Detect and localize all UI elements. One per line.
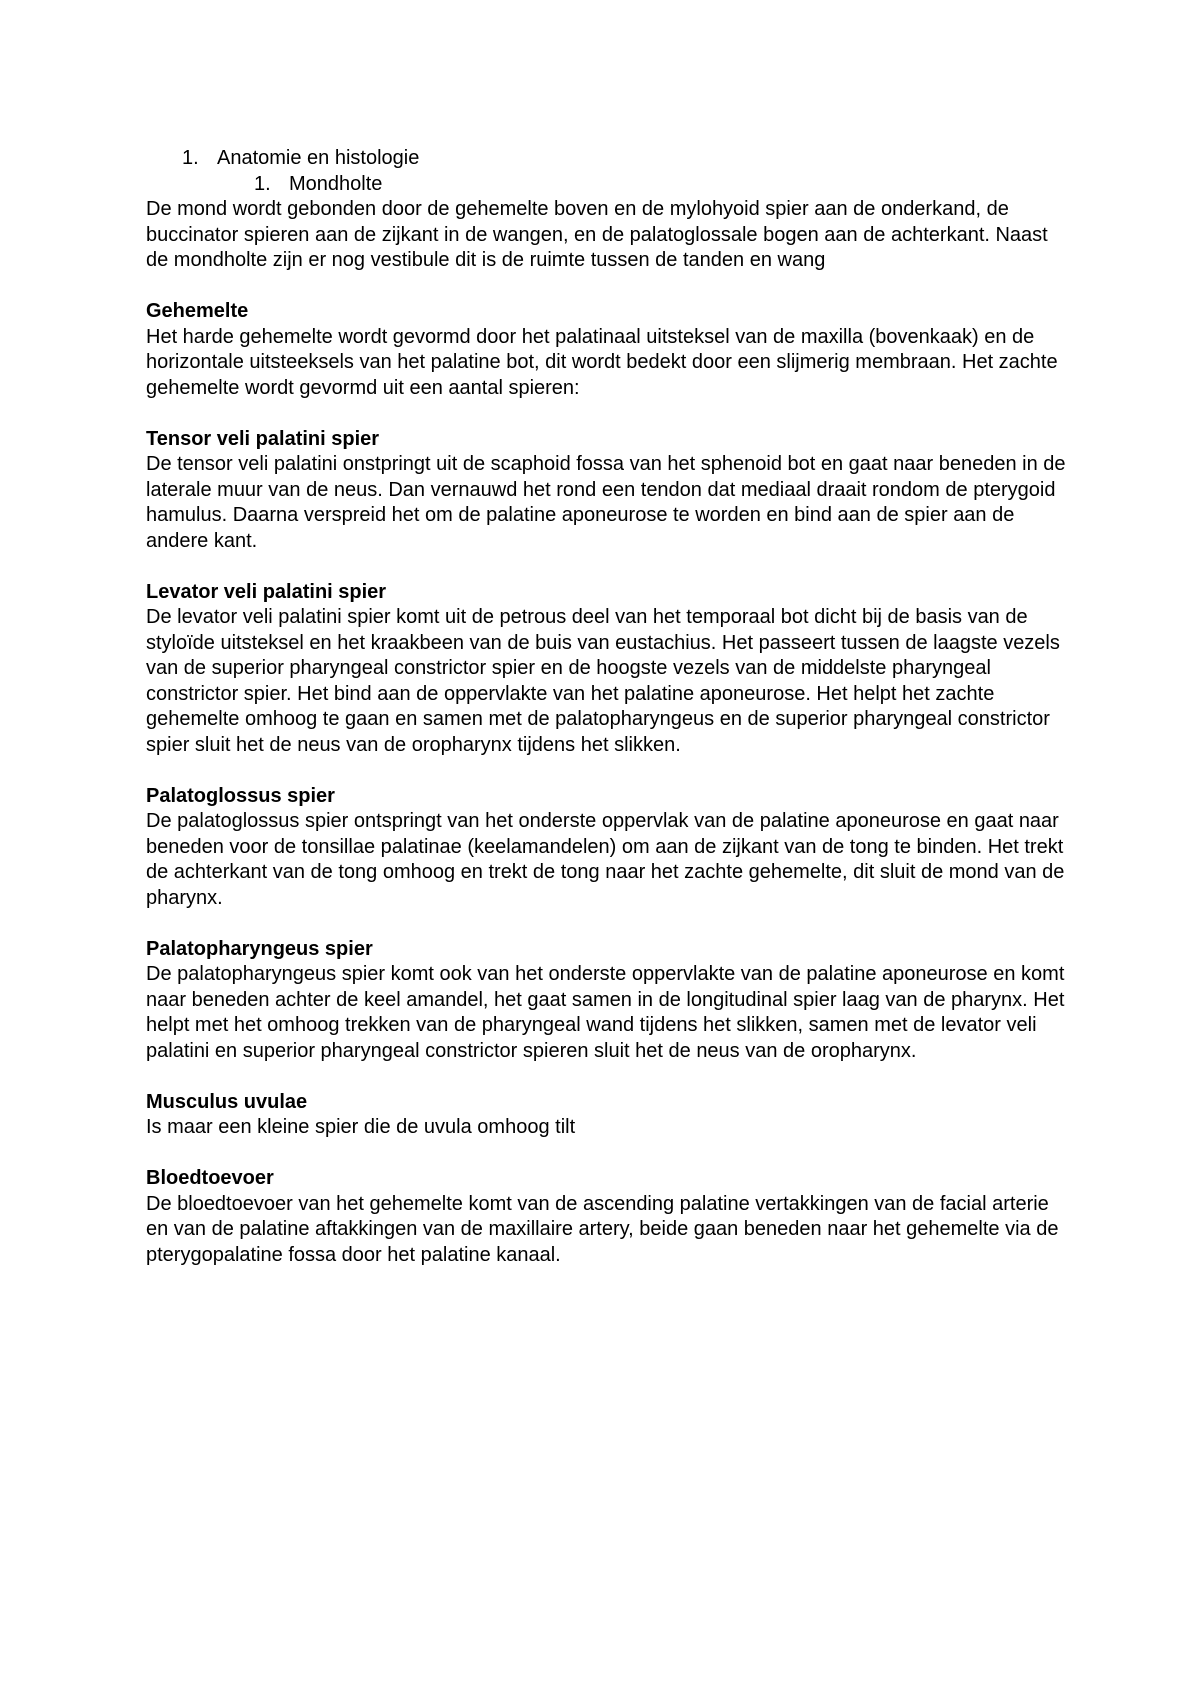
outline-number: 1.: [254, 172, 271, 195]
section-heading: Palatopharyngeus spier: [146, 937, 373, 960]
section-text: De palatopharyngeus spier komt ook van het onderste oppervlakte van de palatine aponeurose en komt naar beneden achter de keel amandel, het gaat samen in de longitudinal spier laag van de pharynx. Het helpt met het omhoog trekken van de pharyngeal wand tijdens het slikken, samen met de levator veli palatini en superior pharyngeal constrictor spieren sluit het de neus van de oropharynx.: [146, 963, 1065, 1062]
outline-item-level1: [182, 146, 1066, 172]
outline-label: Anatomie en histologie: [217, 147, 420, 169]
section-heading: Tensor veli palatini spier: [146, 427, 380, 450]
section-text: De tensor veli palatini onstpringt uit de scaphoid fossa van het sphenoid bot en gaat naar beneden in de laterale muur van de neus. Dan vernauwd het rond een tendon dat mediaal draait rondom de pterygoid hamulus. Daarna verspreid het om de palatine aponeurose te worden en bind aan de spier aan de andere kant.: [146, 453, 1066, 552]
section-tensor-veli-palatini: [146, 427, 1066, 555]
section-heading: Bloedtoevoer: [146, 1167, 274, 1189]
section-heading: Musculus uvulae: [146, 1090, 308, 1113]
outline-label: Mondholte: [289, 172, 383, 195]
section-text: De palatoglossus spier ontspringt van het onderste oppervlak van de palatine aponeurose en gaat naar beneden voor de tonsillae palatinae (keelamandelen) om aan de zijkant van de tong te binden. Het trekt de achterkant van de tong omhoog en trekt de tong naar het zachte gehemelte, dit sluit de mond van de pharynx.: [146, 810, 1065, 909]
section-palatoglossus: [146, 784, 1066, 912]
section-heading: Palatoglossus spier: [146, 784, 335, 807]
section-levator-veli-palatini: [146, 580, 1066, 759]
intro-paragraph: De mond wordt gebonden door de gehemelte boven en de mylohyoid spier aan de onderkand, de buccinator spieren aan de zijkant in de wangen, en de palatoglossale bogen aan de achterkant. Naast de mondholte zijn er nog vestibule dit is de ruimte tussen de tanden en wang: [146, 198, 1048, 271]
section-heading: Levator veli palatini spier: [146, 580, 387, 603]
section-heading: Gehemelte: [146, 300, 249, 322]
outline-item-level2: [254, 172, 1066, 198]
section-text: De levator veli palatini spier komt uit de petrous deel van het temporaal bot dicht bij de basis van de styloïde uitsteksel en het kraakbeen van de buis van eustachius. Het passeert tussen de laagste vezels van de superior pharyngeal constrictor spier en de hoogste vezels van de middelste pharyngeal constrictor spier. Het bind aan de oppervlakte van het palatine aponeurose. Het helpt het zachte gehemelte omhoog te gaan en samen met de palatopharyngeus en de superior pharyngeal constrictor spier sluit het de neus van de oropharynx tijdens het slikken.: [146, 606, 1060, 756]
section-text: Het harde gehemelte wordt gevormd door het palatinaal uitsteksel van de maxilla (bovenkaak) en de horizontale uitsteeksels van het palatine bot, dit wordt bedekt door een slijmerig membraan. Het zachte gehemelte wordt gevormd uit een aantal spieren:: [146, 325, 1058, 399]
section-bloedtoevoer: [146, 1166, 1066, 1268]
section-text: De bloedtoevoer van het gehemelte komt van de ascending palatine vertakkingen van de facial arterie en van de palatine aftakkingen van de maxillaire artery, beide gaan beneden naar het gehemelte via de pterygopalatine fossa door het palatine kanaal.: [146, 1192, 1059, 1266]
section-gehemelte: [146, 299, 1066, 401]
section-text: Is maar een kleine spier die de uvula omhoog tilt: [146, 1116, 576, 1138]
document-body: [146, 146, 1066, 1268]
outline-number: 1.: [182, 147, 199, 169]
section-palatopharyngeus: [146, 937, 1066, 1065]
section-musculus-uvulae: [146, 1090, 1066, 1141]
